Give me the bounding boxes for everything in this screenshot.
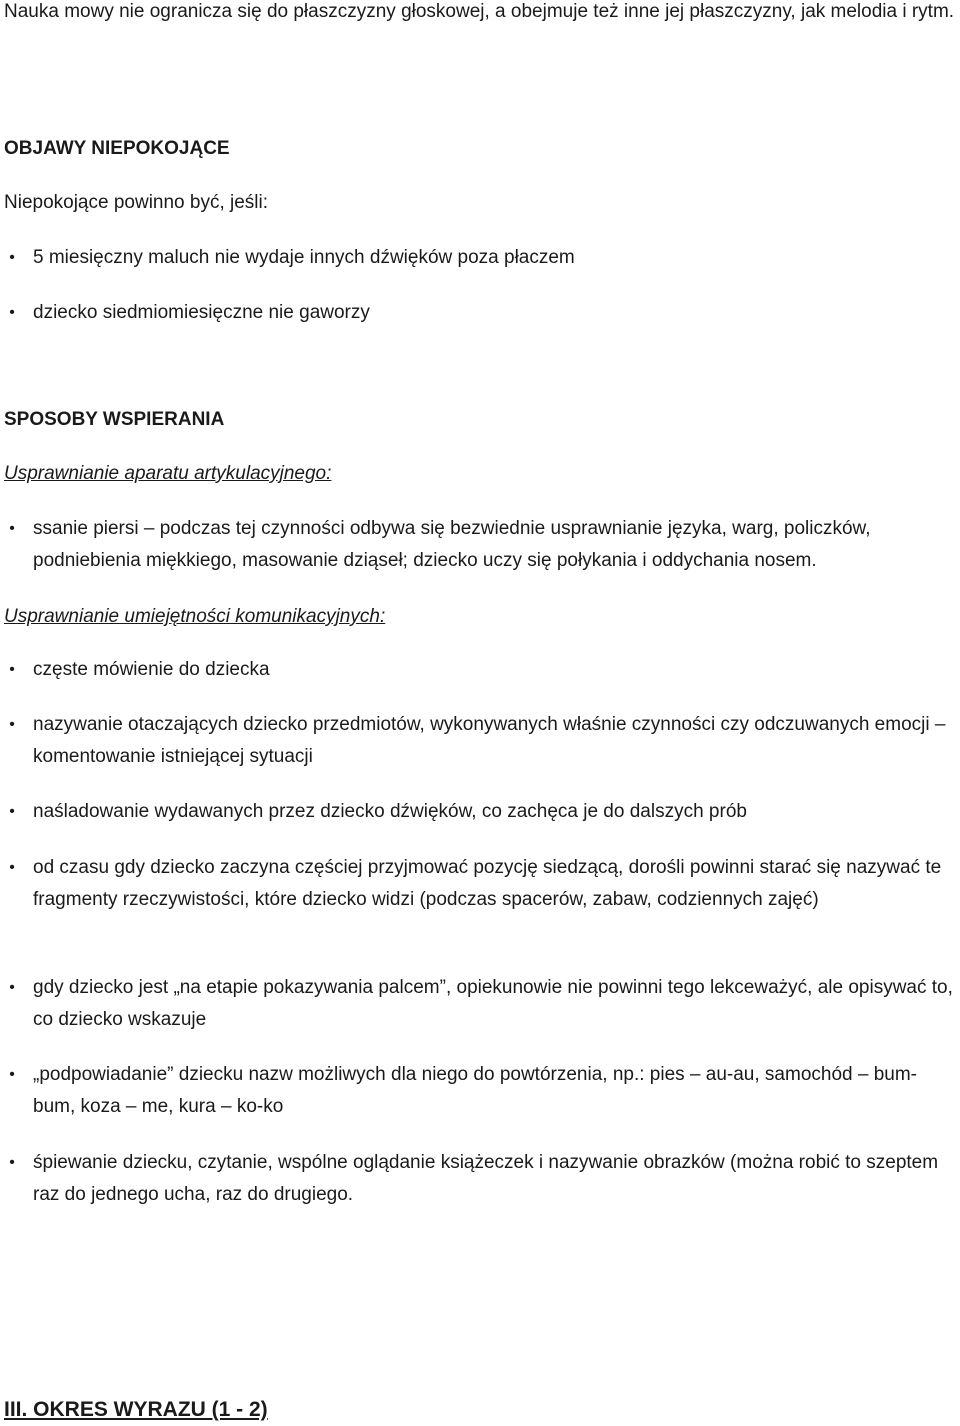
subheading-communication: Usprawnianie umiejętności komunikacyjnych: xyxy=(4,606,386,627)
bullet-icon: • xyxy=(9,1154,15,1171)
list-item-text: częste mówienie do dziecka xyxy=(33,659,270,680)
list-item-text: 5 miesięczny maluch nie wydaje innych dźwięków poza płaczem xyxy=(33,247,575,268)
list-item xyxy=(4,796,956,828)
intro-paragraph: Nauka mowy nie ogranicza się do płaszczyzny głoskowej, a obejmuje też inne jej płaszczyzny, jak melodia i rytm. xyxy=(4,1,955,22)
bullet-icon: • xyxy=(9,803,15,820)
bullet-icon: • xyxy=(9,859,15,876)
bullet-icon: • xyxy=(9,304,15,321)
list-item-text: od czasu gdy dziecko zaczyna częściej przyjmować pozycję siedzącą, dorośli powinni starać się nazywać te fragmenty rzeczywistości, które dziecko widzi (podczas spacerów, zabaw, codziennych zajęć) xyxy=(33,857,942,910)
section-heading-next: III. OKRES WYRAZU (1 - 2) xyxy=(4,1398,268,1421)
list-item-text: „podpowiadanie” dziecku nazw możliwych dla niego do powtórzenia, np.: pies – au-au, samochód – bum-bum, koza – me, kura – ko-ko xyxy=(33,1064,918,1117)
subheading-articulation: Usprawnianie aparatu artykulacyjnego: xyxy=(4,463,332,484)
bullet-icon: • xyxy=(9,520,15,537)
list-item-text: ssanie piersi – podczas tej czynności odbywa się bezwiednie usprawnianie języka, warg, policzków, podniebienia miękkiego, masowanie dziąseł; dziecko uczy się połykania i oddychania nosem. xyxy=(33,518,871,571)
list-item xyxy=(4,972,956,1036)
list-item xyxy=(4,1059,956,1123)
list-item xyxy=(4,242,956,274)
bullet-icon: • xyxy=(9,249,15,266)
list-item-text: śpiewanie dziecku, czytanie, wspólne oglądanie książeczek i nazywanie obrazków (można robić to szeptem raz do jednego ucha, raz do drugiego. xyxy=(33,1152,939,1205)
section-heading-support: SPOSOBY WSPIERANIA xyxy=(4,409,225,430)
list-item xyxy=(4,852,956,916)
list-item xyxy=(4,654,956,686)
list-item xyxy=(4,1147,956,1211)
list-item-text: dziecko siedmiomiesięczne nie gaworzy xyxy=(33,302,370,323)
list-item-text: nazywanie otaczających dziecko przedmiotów, wykonywanych właśnie czynności czy odczuwanych emocji – komentowanie istniejącej sytuacji xyxy=(33,714,946,767)
bullet-icon: • xyxy=(9,661,15,678)
warning-lead: Niepokojące powinno być, jeśli: xyxy=(4,192,269,213)
bullet-icon: • xyxy=(9,979,15,996)
list-item xyxy=(4,513,956,577)
bullet-icon: • xyxy=(9,1066,15,1083)
list-item xyxy=(4,709,956,773)
section-heading-warning: OBJAWY NIEPOKOJĄCE xyxy=(4,138,230,159)
list-item-text: naśladowanie wydawanych przez dziecko dźwięków, co zachęca je do dalszych prób xyxy=(33,801,747,822)
list-item-text: gdy dziecko jest „na etapie pokazywania palcem”, opiekunowie nie powinni tego lekceważyć, ale opisywać to, co dziecko wskazuje xyxy=(33,977,953,1030)
list-item xyxy=(4,297,956,329)
bullet-icon: • xyxy=(9,716,15,733)
